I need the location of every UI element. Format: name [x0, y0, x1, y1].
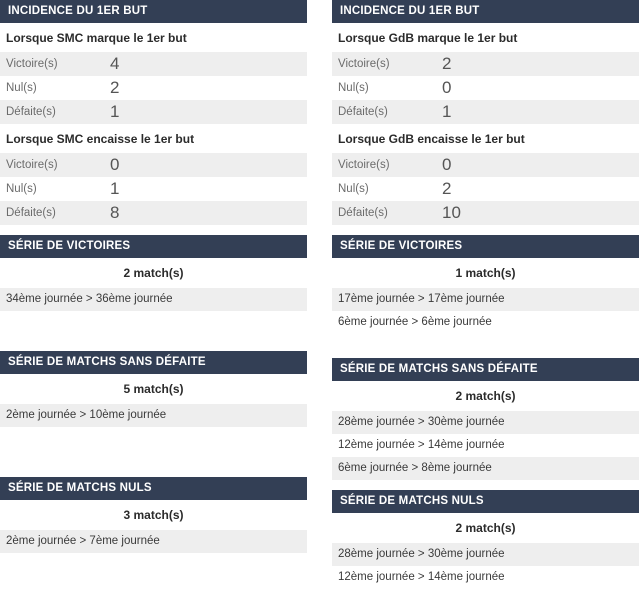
section-header-wins-streak-left: SÉRIE DE VICTOIRES — [0, 235, 307, 258]
spacer — [0, 451, 307, 467]
streak-entry: 12ème journée > 14ème journée — [332, 566, 639, 589]
stat-row — [332, 52, 639, 76]
streak-entry: 17ème journée > 17ème journée — [332, 288, 639, 311]
spacer — [332, 334, 639, 358]
spacer — [0, 335, 307, 351]
streak-count: 2 match(s) — [455, 389, 516, 403]
stat-value: 2 — [110, 78, 120, 97]
stat-row — [0, 201, 307, 225]
team-column-right — [332, 0, 639, 589]
spacer — [0, 225, 307, 235]
section-header-unbeaten-streak-left: SÉRIE DE MATCHS SANS DÉFAITE — [0, 351, 307, 374]
section-wins-streak-right — [332, 235, 639, 334]
stat-row — [0, 52, 307, 76]
section-draws-streak-left — [0, 477, 307, 553]
stat-value: 10 — [442, 203, 461, 222]
section-unbeaten-streak-left — [0, 351, 307, 427]
stat-label: Victoire(s) — [6, 159, 58, 171]
stat-row — [0, 100, 307, 124]
stat-value: 4 — [110, 54, 120, 73]
section-header-unbeaten-streak-right: SÉRIE DE MATCHS SANS DÉFAITE — [332, 358, 639, 381]
spacer — [332, 225, 639, 235]
stat-value: 8 — [110, 203, 120, 222]
stat-row — [332, 153, 639, 177]
stat-label: Défaite(s) — [6, 207, 56, 219]
section-incidence-left — [0, 0, 307, 225]
spacer — [0, 311, 307, 335]
stat-value: 0 — [110, 155, 120, 174]
streak-entry: 6ème journée > 6ème journée — [332, 311, 639, 334]
streak-count: 2 match(s) — [455, 521, 516, 535]
spacer — [332, 480, 639, 490]
section-header-wins-streak-right: SÉRIE DE VICTOIRES — [332, 235, 639, 258]
section-header-draws-streak-right: SÉRIE DE MATCHS NULS — [332, 490, 639, 513]
section-header-incidence-right: INCIDENCE DU 1ER BUT — [332, 0, 639, 23]
stat-row — [332, 76, 639, 100]
stat-row — [332, 201, 639, 225]
stat-label: Défaite(s) — [338, 106, 388, 118]
stat-row — [332, 177, 639, 201]
streak-entry: 34ème journée > 36ème journée — [0, 288, 307, 311]
team-column-left — [0, 0, 307, 589]
stat-row — [0, 177, 307, 201]
stat-row — [0, 153, 307, 177]
streak-entry: 28ème journée > 30ème journée — [332, 411, 639, 434]
section-wins-streak-left — [0, 235, 307, 311]
streak-entry: 2ème journée > 10ème journée — [0, 404, 307, 427]
stat-value: 1 — [442, 102, 452, 121]
stat-label: Nul(s) — [338, 183, 369, 195]
streak-entry: 28ème journée > 30ème journée — [332, 543, 639, 566]
stat-label: Défaite(s) — [338, 207, 388, 219]
section-incidence-right — [332, 0, 639, 225]
subtitle-scores-first-right: Lorsque GdB marque le 1er but — [338, 31, 518, 45]
spacer — [0, 467, 307, 477]
section-header-draws-streak-left: SÉRIE DE MATCHS NULS — [0, 477, 307, 500]
streak-entry: 6ème journée > 8ème journée — [332, 457, 639, 480]
streak-count: 2 match(s) — [123, 266, 184, 280]
spacer — [0, 427, 307, 451]
stat-value: 1 — [110, 102, 120, 121]
streak-entry: 12ème journée > 14ème journée — [332, 434, 639, 457]
stat-label: Victoire(s) — [6, 58, 58, 70]
streak-count: 1 match(s) — [455, 266, 516, 280]
subtitle-scores-first-left: Lorsque SMC marque le 1er but — [6, 31, 187, 45]
section-header-incidence-left: INCIDENCE DU 1ER BUT — [0, 0, 307, 23]
stat-value: 1 — [110, 179, 120, 198]
stat-row — [0, 76, 307, 100]
section-draws-streak-right — [332, 490, 639, 589]
stat-row — [332, 100, 639, 124]
stat-label: Nul(s) — [6, 183, 37, 195]
subtitle-concedes-first-right: Lorsque GdB encaisse le 1er but — [338, 132, 525, 146]
section-unbeaten-streak-right — [332, 358, 639, 480]
streak-count: 3 match(s) — [123, 508, 184, 522]
streak-count: 5 match(s) — [123, 382, 184, 396]
stat-value: 0 — [442, 155, 452, 174]
stat-value: 0 — [442, 78, 452, 97]
stat-value: 2 — [442, 54, 452, 73]
subtitle-concedes-first-left: Lorsque SMC encaisse le 1er but — [6, 132, 195, 146]
stat-label: Victoire(s) — [338, 58, 390, 70]
stat-label: Défaite(s) — [6, 106, 56, 118]
stat-label: Victoire(s) — [338, 159, 390, 171]
streak-entry: 2ème journée > 7ème journée — [0, 530, 307, 553]
stat-label: Nul(s) — [338, 82, 369, 94]
stat-value: 2 — [442, 179, 452, 198]
stat-label: Nul(s) — [6, 82, 37, 94]
